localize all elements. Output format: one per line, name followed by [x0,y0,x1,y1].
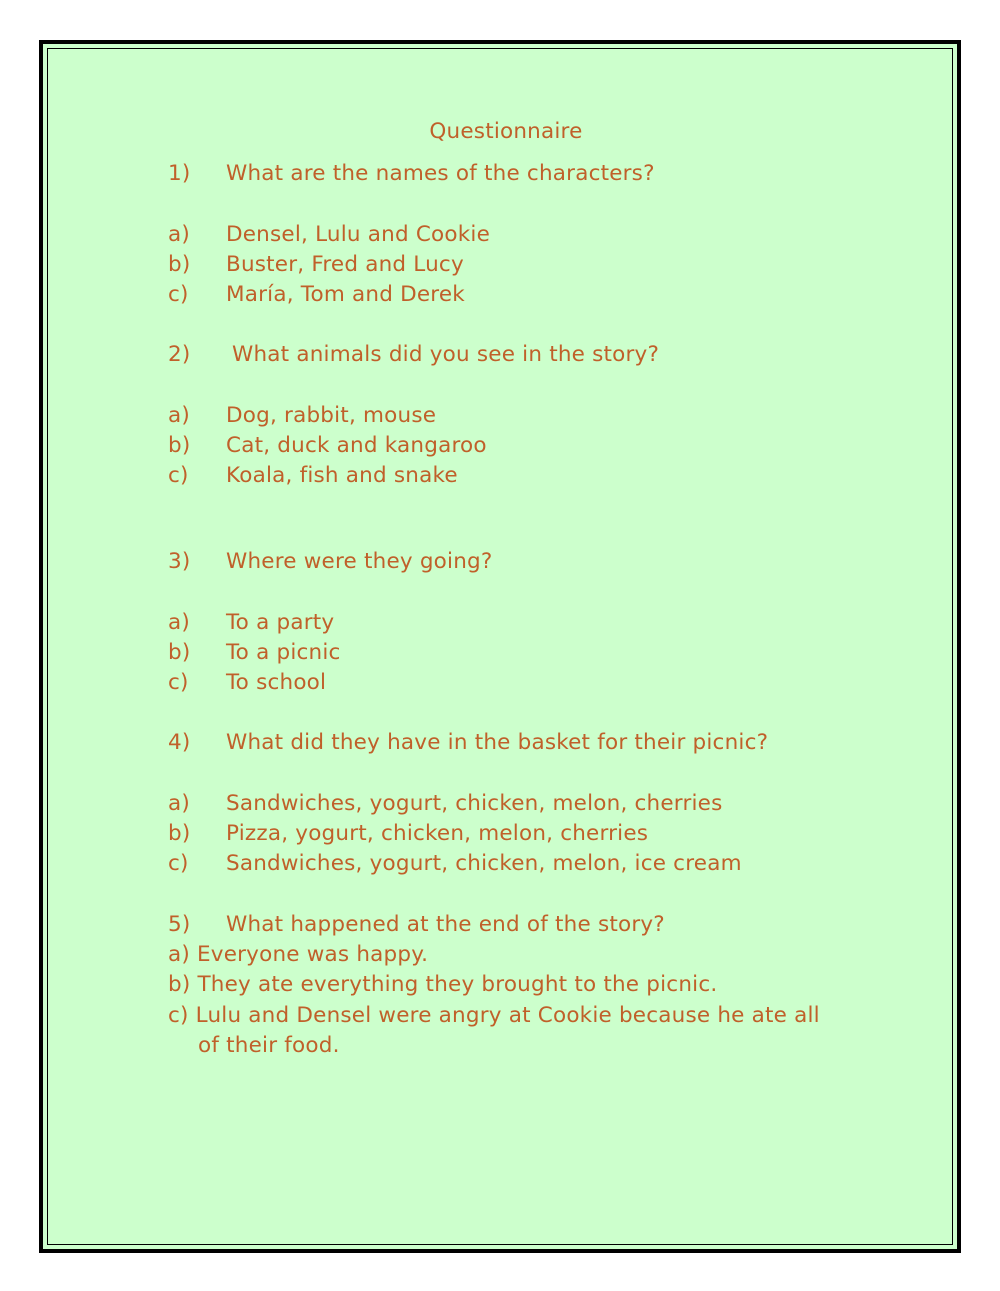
question-4-option-b [168,819,648,849]
question-text: What happened at the end of the story? [226,912,665,937]
question-4-option-c [168,849,742,879]
questionnaire-content [43,44,957,1249]
option-label: b) [168,640,191,665]
question-text: What did they have in the basket for their picnic? [226,730,769,755]
question-1-option-b [168,250,464,280]
question-5-option-b: b) They ate everything they brought to the picnic. [168,972,718,997]
option-label: a) [168,791,190,816]
option-label: a) [168,222,190,247]
option-text: Koala, fish and snake [226,463,458,488]
question-text: What animals did you see in the story? [232,342,660,367]
question-text: Where were they going? [226,549,493,574]
question-number: 2) [168,342,191,367]
option-text: To a picnic [226,640,341,665]
question-4 [168,728,768,758]
option-label: b) [168,821,191,846]
question-number: 3) [168,549,191,574]
question-2-option-c [168,461,458,491]
question-5-option-a: a) Everyone was happy. [168,942,429,967]
option-label: c) [168,851,189,876]
question-3-option-a [168,608,334,638]
option-text: Densel, Lulu and Cookie [226,222,490,247]
option-label: c) [168,463,189,488]
question-1 [168,159,655,189]
question-2 [168,340,659,370]
question-5 [168,910,665,940]
option-label: a) [168,610,190,635]
question-number: 1) [168,161,191,186]
question-1-option-c [168,280,465,310]
option-text: Pizza, yogurt, chicken, melon, cherries [226,821,649,846]
option-text: María, Tom and Derek [226,282,465,307]
option-text: Cat, duck and kangaroo [226,433,487,458]
option-label: a) [168,403,190,428]
option-label: c) [168,282,189,307]
option-label: b) [168,433,191,458]
option-label: b) [168,252,191,277]
option-text: Buster, Fred and Lucy [226,252,464,277]
question-5-option-c: c) Lulu and Densel were angry at Cookie because he ate all [168,1003,820,1028]
question-3 [168,547,492,577]
option-text: Dog, rabbit, mouse [226,403,437,428]
question-number: 4) [168,730,191,755]
question-1-option-a [168,220,490,250]
question-2-option-b [168,431,487,461]
option-text: To school [226,670,327,695]
question-3-option-b [168,638,341,668]
question-text: What are the names of the characters? [226,161,655,186]
option-text: Sandwiches, yogurt, chicken, melon, ice cream [226,851,742,876]
question-5-option-c-continued: of their food. [198,1033,340,1058]
page-border [39,40,961,1253]
question-number: 5) [168,912,191,937]
option-text: Sandwiches, yogurt, chicken, melon, cherries [226,791,723,816]
option-label: c) [168,670,189,695]
question-3-option-c [168,668,326,698]
option-text: To a party [226,610,335,635]
page-title: Questionnaire [429,119,583,144]
question-2-option-a [168,401,436,431]
question-4-option-a [168,789,723,819]
